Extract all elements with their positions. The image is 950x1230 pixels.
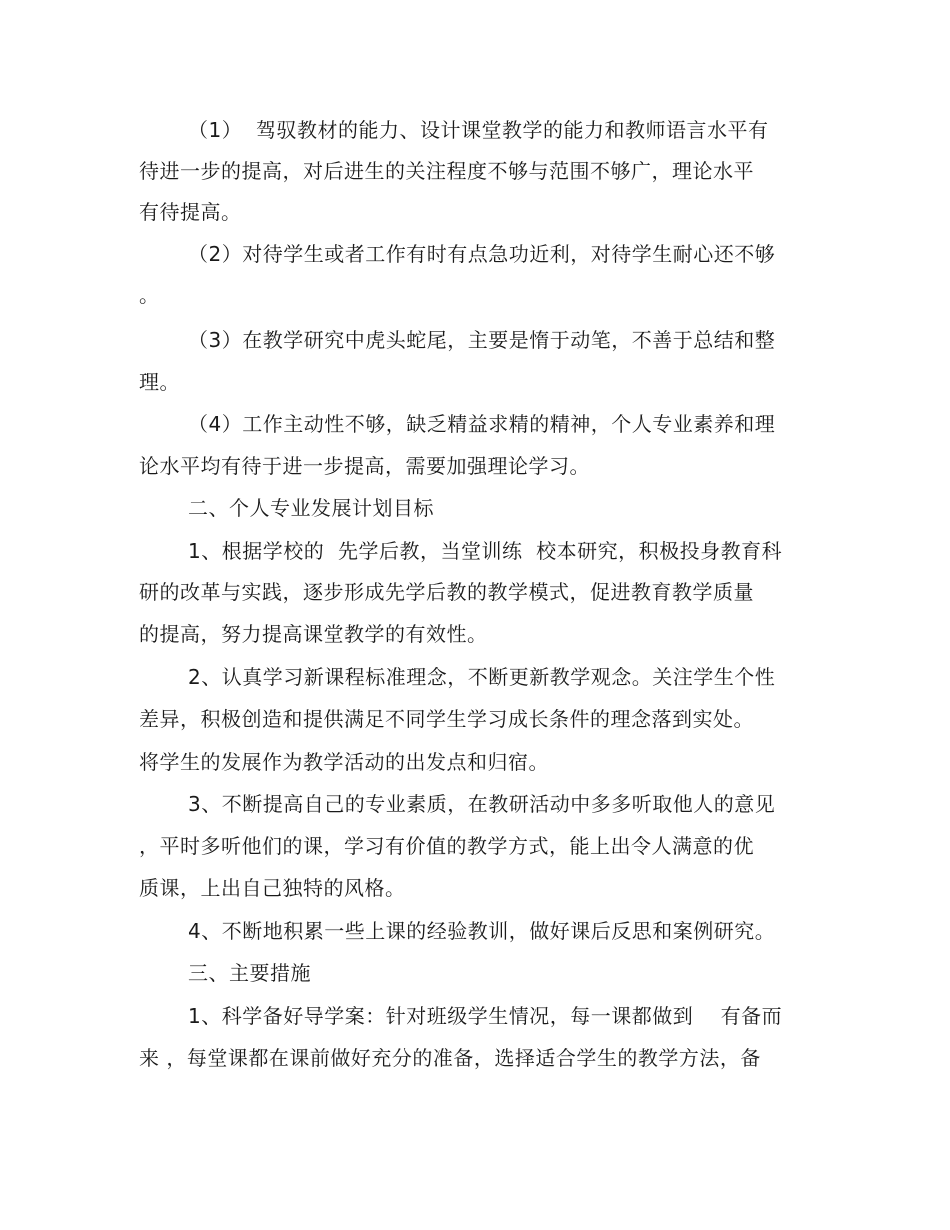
text-line: 论水平均有待于进一步提高，需要加强理论学习。 (139, 454, 590, 478)
text-line: 有待提高。 (139, 200, 242, 224)
text-line: （1） 驾驭教材的能力、设计课堂教学的能力和教师语言水平有 (188, 118, 769, 142)
text-line: （3）在教学研究中虎头蛇尾，主要是惰于动笔，不善于总结和整 (188, 328, 776, 352)
text-line: 质课，上出自己独特的风格。 (139, 876, 406, 900)
text-line: 待进一步的提高，对后进生的关注程度不够与范围不够广，理论水平 (139, 159, 754, 183)
text-line: （4）工作主动性不够，缺乏精益求精的精神，个人专业素养和理 (188, 412, 776, 436)
section-heading: 三、主要措施 (188, 961, 311, 985)
text-line: 研的改革与实践，逐步形成先学后教的教学模式，促进教育教学质量 (139, 580, 754, 604)
text-line: 3、不断提高自己的专业素质，在教研活动中多多听取他人的意见 (188, 792, 776, 816)
text-line: 1、根据学校的 先学后教，当堂训练 校本研究，积极投身教育科 (188, 539, 783, 563)
text-line: 4、不断地积累一些上课的经验教训，做好课后反思和案例研究。 (188, 919, 776, 943)
text-line: 的提高，努力提高课堂教学的有效性。 (139, 622, 488, 646)
section-heading: 二、个人专业发展计划目标 (188, 496, 434, 520)
text-line: 差异，积极创造和提供满足不同学生学习成长条件的理念落到实处。 (139, 707, 754, 731)
text-line: ，平时多听他们的课，学习有价值的教学方式，能上出令人满意的优 (139, 834, 754, 858)
text-line: 2、认真学习新课程标准理念，不断更新教学观念。关注学生个性 (188, 665, 776, 689)
text-line: 将学生的发展作为教学活动的出发点和归宿。 (139, 750, 549, 774)
text-line: 。 (139, 283, 160, 307)
text-line: 1、科学备好导学案：针对班级学生情况，每一课都做到 有备而 (188, 1004, 783, 1028)
text-line: 理。 (139, 370, 180, 394)
text-line: 来 ，每堂课都在课前做好充分的准备，选择适合学生的教学方法，备 (139, 1046, 761, 1070)
text-line: （2）对待学生或者工作有时有点急功近利，对待学生耐心还不够 (188, 242, 776, 266)
